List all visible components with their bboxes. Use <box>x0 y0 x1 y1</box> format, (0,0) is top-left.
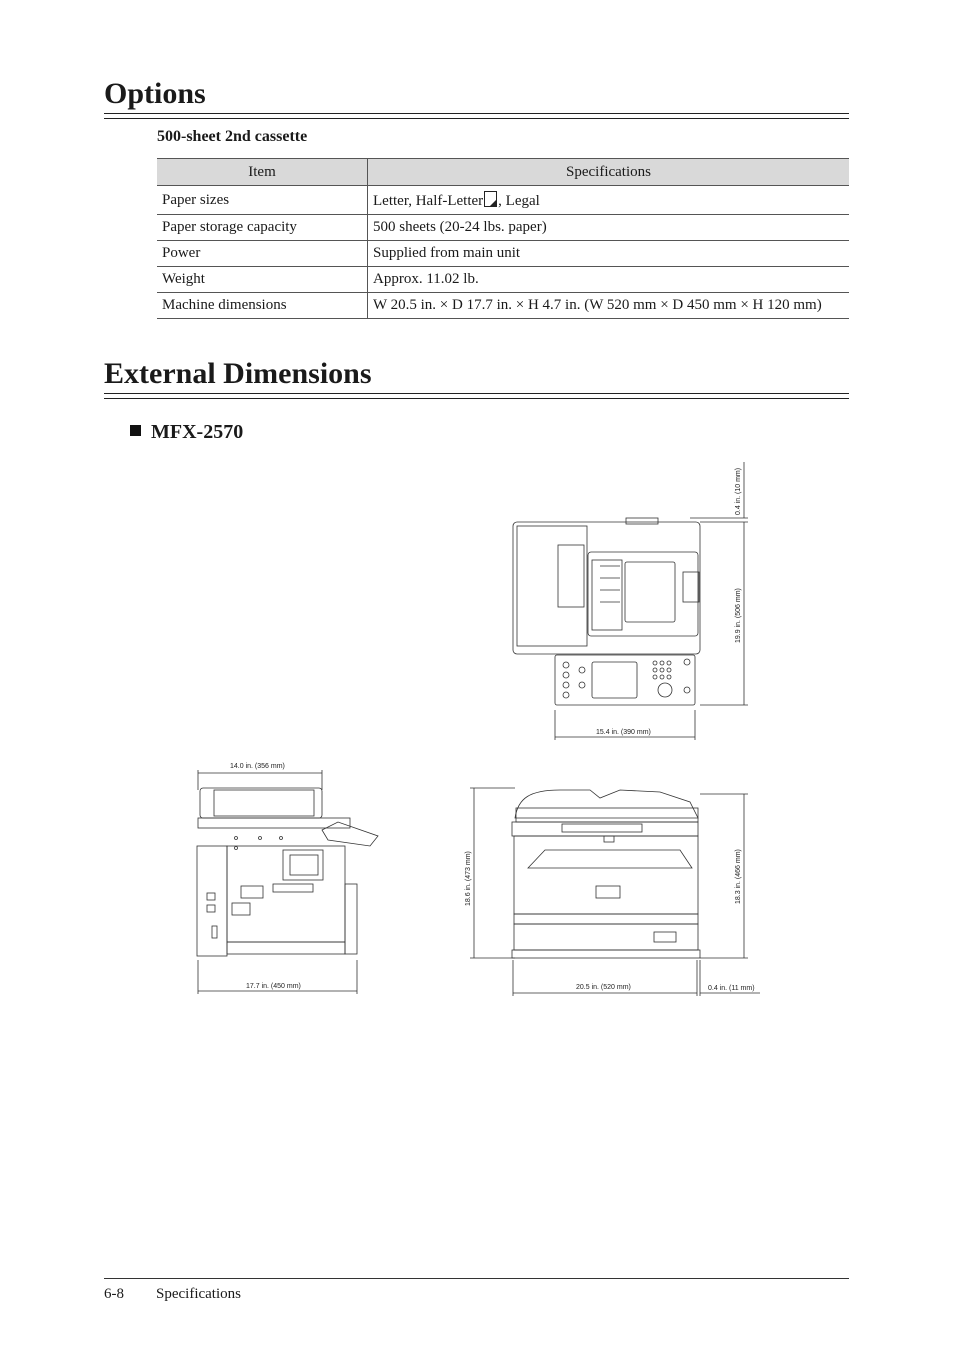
table-cell-item: Weight <box>157 267 368 293</box>
top-view-width-label: 15.4 in. (390 mm) <box>596 729 651 736</box>
table-cell-spec: 500 sheets (20-24 lbs. paper) <box>368 215 850 241</box>
front-view-drawing <box>470 788 760 996</box>
front-view-total-height-label: 18.6 in. (473 mm) <box>465 851 472 906</box>
spec-text-before: Letter, Half-Letter <box>373 192 484 209</box>
table-cell-item: Machine dimensions <box>157 293 368 319</box>
table-cell-spec: W 20.5 in. × D 17.7 in. × H 4.7 in. (W 520 mm × D 450 mm × H 120 mm) <box>368 293 850 319</box>
top-view-overhang-label: 0.4 in. (10 mm) <box>735 467 742 515</box>
table-cell-item: Paper sizes <box>157 186 368 215</box>
front-view-body-height-label: 18.3 in. (466 mm) <box>735 849 742 904</box>
table-cell-item: Power <box>157 241 368 267</box>
table-header-item: Item <box>157 159 368 186</box>
side-view-drawing <box>197 770 378 994</box>
cassette-subheading: 500-sheet 2nd cassette <box>157 128 308 145</box>
page-number: 6-8 <box>104 1286 124 1302</box>
options-heading: Options <box>104 77 206 110</box>
top-view-drawing <box>513 462 748 740</box>
spec-text-after: , Legal <box>498 192 540 209</box>
external-dimensions-heading: External Dimensions <box>104 357 372 390</box>
table-cell-spec: Supplied from main unit <box>368 241 850 267</box>
model-name: MFX-2570 <box>151 421 244 443</box>
footer-section-title: Specifications <box>156 1286 241 1302</box>
footer-rule <box>104 1278 849 1279</box>
side-view-base-depth-label: 17.7 in. (450 mm) <box>246 983 301 990</box>
side-view-top-width-label: 14.0 in. (356 mm) <box>230 763 285 770</box>
front-view-overhang-label: 0.4 in. (11 mm) <box>708 985 755 992</box>
top-view-depth-label: 19.9 in. (506 mm) <box>735 588 742 643</box>
front-view-width-label: 20.5 in. (520 mm) <box>576 984 631 991</box>
table-cell-item: Paper storage capacity <box>157 215 368 241</box>
table-header-specifications: Specifications <box>368 159 850 186</box>
table-cell-spec: Approx. 11.02 lb. <box>368 267 850 293</box>
